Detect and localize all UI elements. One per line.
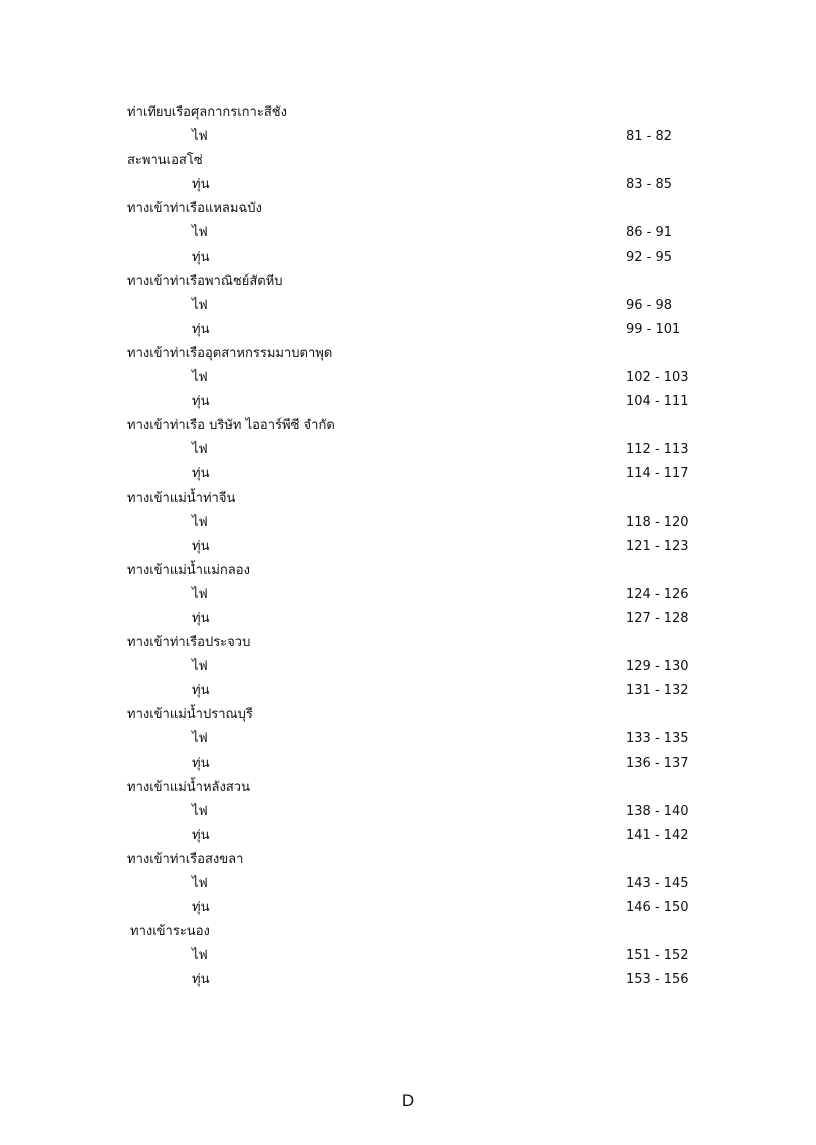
toc-section-heading bbox=[0, 920, 816, 944]
entry-label: ไฟ bbox=[192, 659, 208, 675]
page-range: 118 - 120 bbox=[626, 514, 689, 530]
toc-entry bbox=[0, 125, 816, 149]
toc-section-heading bbox=[0, 703, 816, 727]
entry-label: ไฟ bbox=[192, 442, 208, 458]
entry-label: ทุ่น bbox=[192, 827, 210, 843]
section-title: ทางเข้าท่าเรือประจวบ bbox=[127, 635, 251, 651]
toc-entry bbox=[0, 944, 816, 968]
toc-entry bbox=[0, 221, 816, 245]
page-range: 136 - 137 bbox=[626, 755, 689, 771]
toc-entry bbox=[0, 655, 816, 679]
toc-entry bbox=[0, 752, 816, 776]
entry-label: ไฟ bbox=[192, 129, 208, 145]
page-range: 131 - 132 bbox=[626, 683, 689, 699]
entry-label: ไฟ bbox=[192, 297, 208, 313]
section-title: ทางเข้าท่าเรือแหลมฉบัง bbox=[127, 201, 262, 217]
toc-entry bbox=[0, 583, 816, 607]
entry-label: ทุ่น bbox=[192, 683, 210, 699]
page-range: 153 - 156 bbox=[626, 972, 689, 988]
toc-entry bbox=[0, 294, 816, 318]
entry-label: ทุ่น bbox=[192, 394, 210, 410]
toc-entry bbox=[0, 535, 816, 559]
page-range: 146 - 150 bbox=[626, 900, 689, 916]
page-range: 104 - 111 bbox=[626, 394, 689, 410]
section-title: ทางเข้าท่าเรือพาณิชย์สัตหีบ bbox=[127, 273, 283, 289]
toc-entry bbox=[0, 438, 816, 462]
page-range: 83 - 85 bbox=[626, 177, 673, 193]
section-title: ทางเข้าท่าเรือสงขลา bbox=[127, 851, 244, 867]
entry-label: ไฟ bbox=[192, 876, 208, 891]
toc-section-heading bbox=[0, 776, 816, 800]
toc-entry bbox=[0, 800, 816, 824]
section-title: ท่าเทียบเรือศุลกากรเกาะสีชัง bbox=[127, 105, 287, 120]
toc-entry bbox=[0, 318, 816, 342]
page-range: 96 - 98 bbox=[626, 297, 673, 313]
page-number: D bbox=[401, 1091, 415, 1110]
entry-label: ไฟ bbox=[192, 225, 208, 241]
toc-section-heading bbox=[0, 631, 816, 655]
entry-label: ทุ่น bbox=[192, 177, 210, 193]
toc-entry bbox=[0, 390, 816, 414]
page-range: 143 - 145 bbox=[626, 876, 689, 891]
toc-section-heading bbox=[0, 487, 816, 511]
toc-section-heading bbox=[0, 414, 816, 438]
page-range: 112 - 113 bbox=[626, 442, 689, 458]
toc-entry bbox=[0, 462, 816, 486]
page-range: 121 - 123 bbox=[626, 538, 689, 554]
section-title: ทางเข้าแม่น้ำท่าจีน bbox=[127, 490, 236, 506]
entry-label: ทุ่น bbox=[192, 466, 210, 482]
toc-entry bbox=[0, 366, 816, 390]
toc-entry bbox=[0, 824, 816, 848]
toc-entry bbox=[0, 968, 816, 992]
section-title: ทางเข้าท่าเรืออุตสาหกรรมมาบตาพุด bbox=[127, 345, 333, 361]
page-range: 133 - 135 bbox=[626, 731, 689, 747]
page-range: 129 - 130 bbox=[626, 659, 689, 675]
section-title: ทางเข้าท่าเรือ บริษัท ไออาร์พีซี จำกัด bbox=[127, 418, 335, 434]
entry-label: ทุ่น bbox=[192, 900, 210, 916]
entry-label: ทุ่น bbox=[192, 538, 210, 554]
toc-entry bbox=[0, 872, 816, 896]
entry-label: ทุ่น bbox=[192, 249, 210, 265]
page-range: 151 - 152 bbox=[626, 948, 689, 964]
entry-label: ไฟ bbox=[192, 948, 208, 964]
toc-entry bbox=[0, 511, 816, 535]
toc-entry bbox=[0, 679, 816, 703]
entry-label: ไฟ bbox=[192, 803, 208, 819]
page-range: 124 - 126 bbox=[626, 586, 689, 602]
page-range: 114 - 117 bbox=[626, 466, 689, 482]
toc-section-heading bbox=[0, 270, 816, 294]
entry-label: ไฟ bbox=[192, 514, 208, 530]
entry-label: ทุ่น bbox=[192, 321, 210, 337]
toc-section-heading bbox=[0, 101, 816, 125]
toc-entry bbox=[0, 607, 816, 631]
toc-section-heading bbox=[0, 197, 816, 221]
page-range: 102 - 103 bbox=[626, 370, 689, 386]
toc-section-heading bbox=[0, 848, 816, 872]
page-range: 127 - 128 bbox=[626, 610, 689, 626]
toc-section-heading bbox=[0, 559, 816, 583]
entry-label: ไฟ bbox=[192, 586, 208, 602]
section-title: ทางเข้าแม่น้ำปราณบุรี bbox=[127, 707, 253, 723]
toc-entry bbox=[0, 173, 816, 197]
toc-entry bbox=[0, 727, 816, 751]
page-range: 81 - 82 bbox=[626, 129, 673, 145]
toc-section-heading bbox=[0, 149, 816, 173]
page-range: 141 - 142 bbox=[626, 827, 689, 843]
toc-entry bbox=[0, 246, 816, 270]
toc-section-heading bbox=[0, 342, 816, 366]
page-range: 138 - 140 bbox=[626, 803, 689, 819]
entry-label: ทุ่น bbox=[192, 610, 210, 626]
page-range: 99 - 101 bbox=[626, 321, 681, 337]
page-range: 86 - 91 bbox=[626, 225, 673, 241]
entry-label: ไฟ bbox=[192, 370, 208, 386]
page-range: 92 - 95 bbox=[626, 249, 673, 265]
table-of-contents bbox=[0, 101, 816, 992]
entry-label: ทุ่น bbox=[192, 972, 210, 988]
section-title: ทางเข้าระนอง bbox=[130, 924, 210, 940]
entry-label: ทุ่น bbox=[192, 755, 210, 771]
entry-label: ไฟ bbox=[192, 731, 208, 747]
section-title: ทางเข้าแม่น้ำหลังสวน bbox=[127, 779, 250, 795]
section-title: สะพานเอสโซ่ bbox=[127, 153, 203, 169]
section-title: ทางเข้าแม่น้ำแม่กลอง bbox=[127, 562, 250, 578]
toc-entry bbox=[0, 896, 816, 920]
